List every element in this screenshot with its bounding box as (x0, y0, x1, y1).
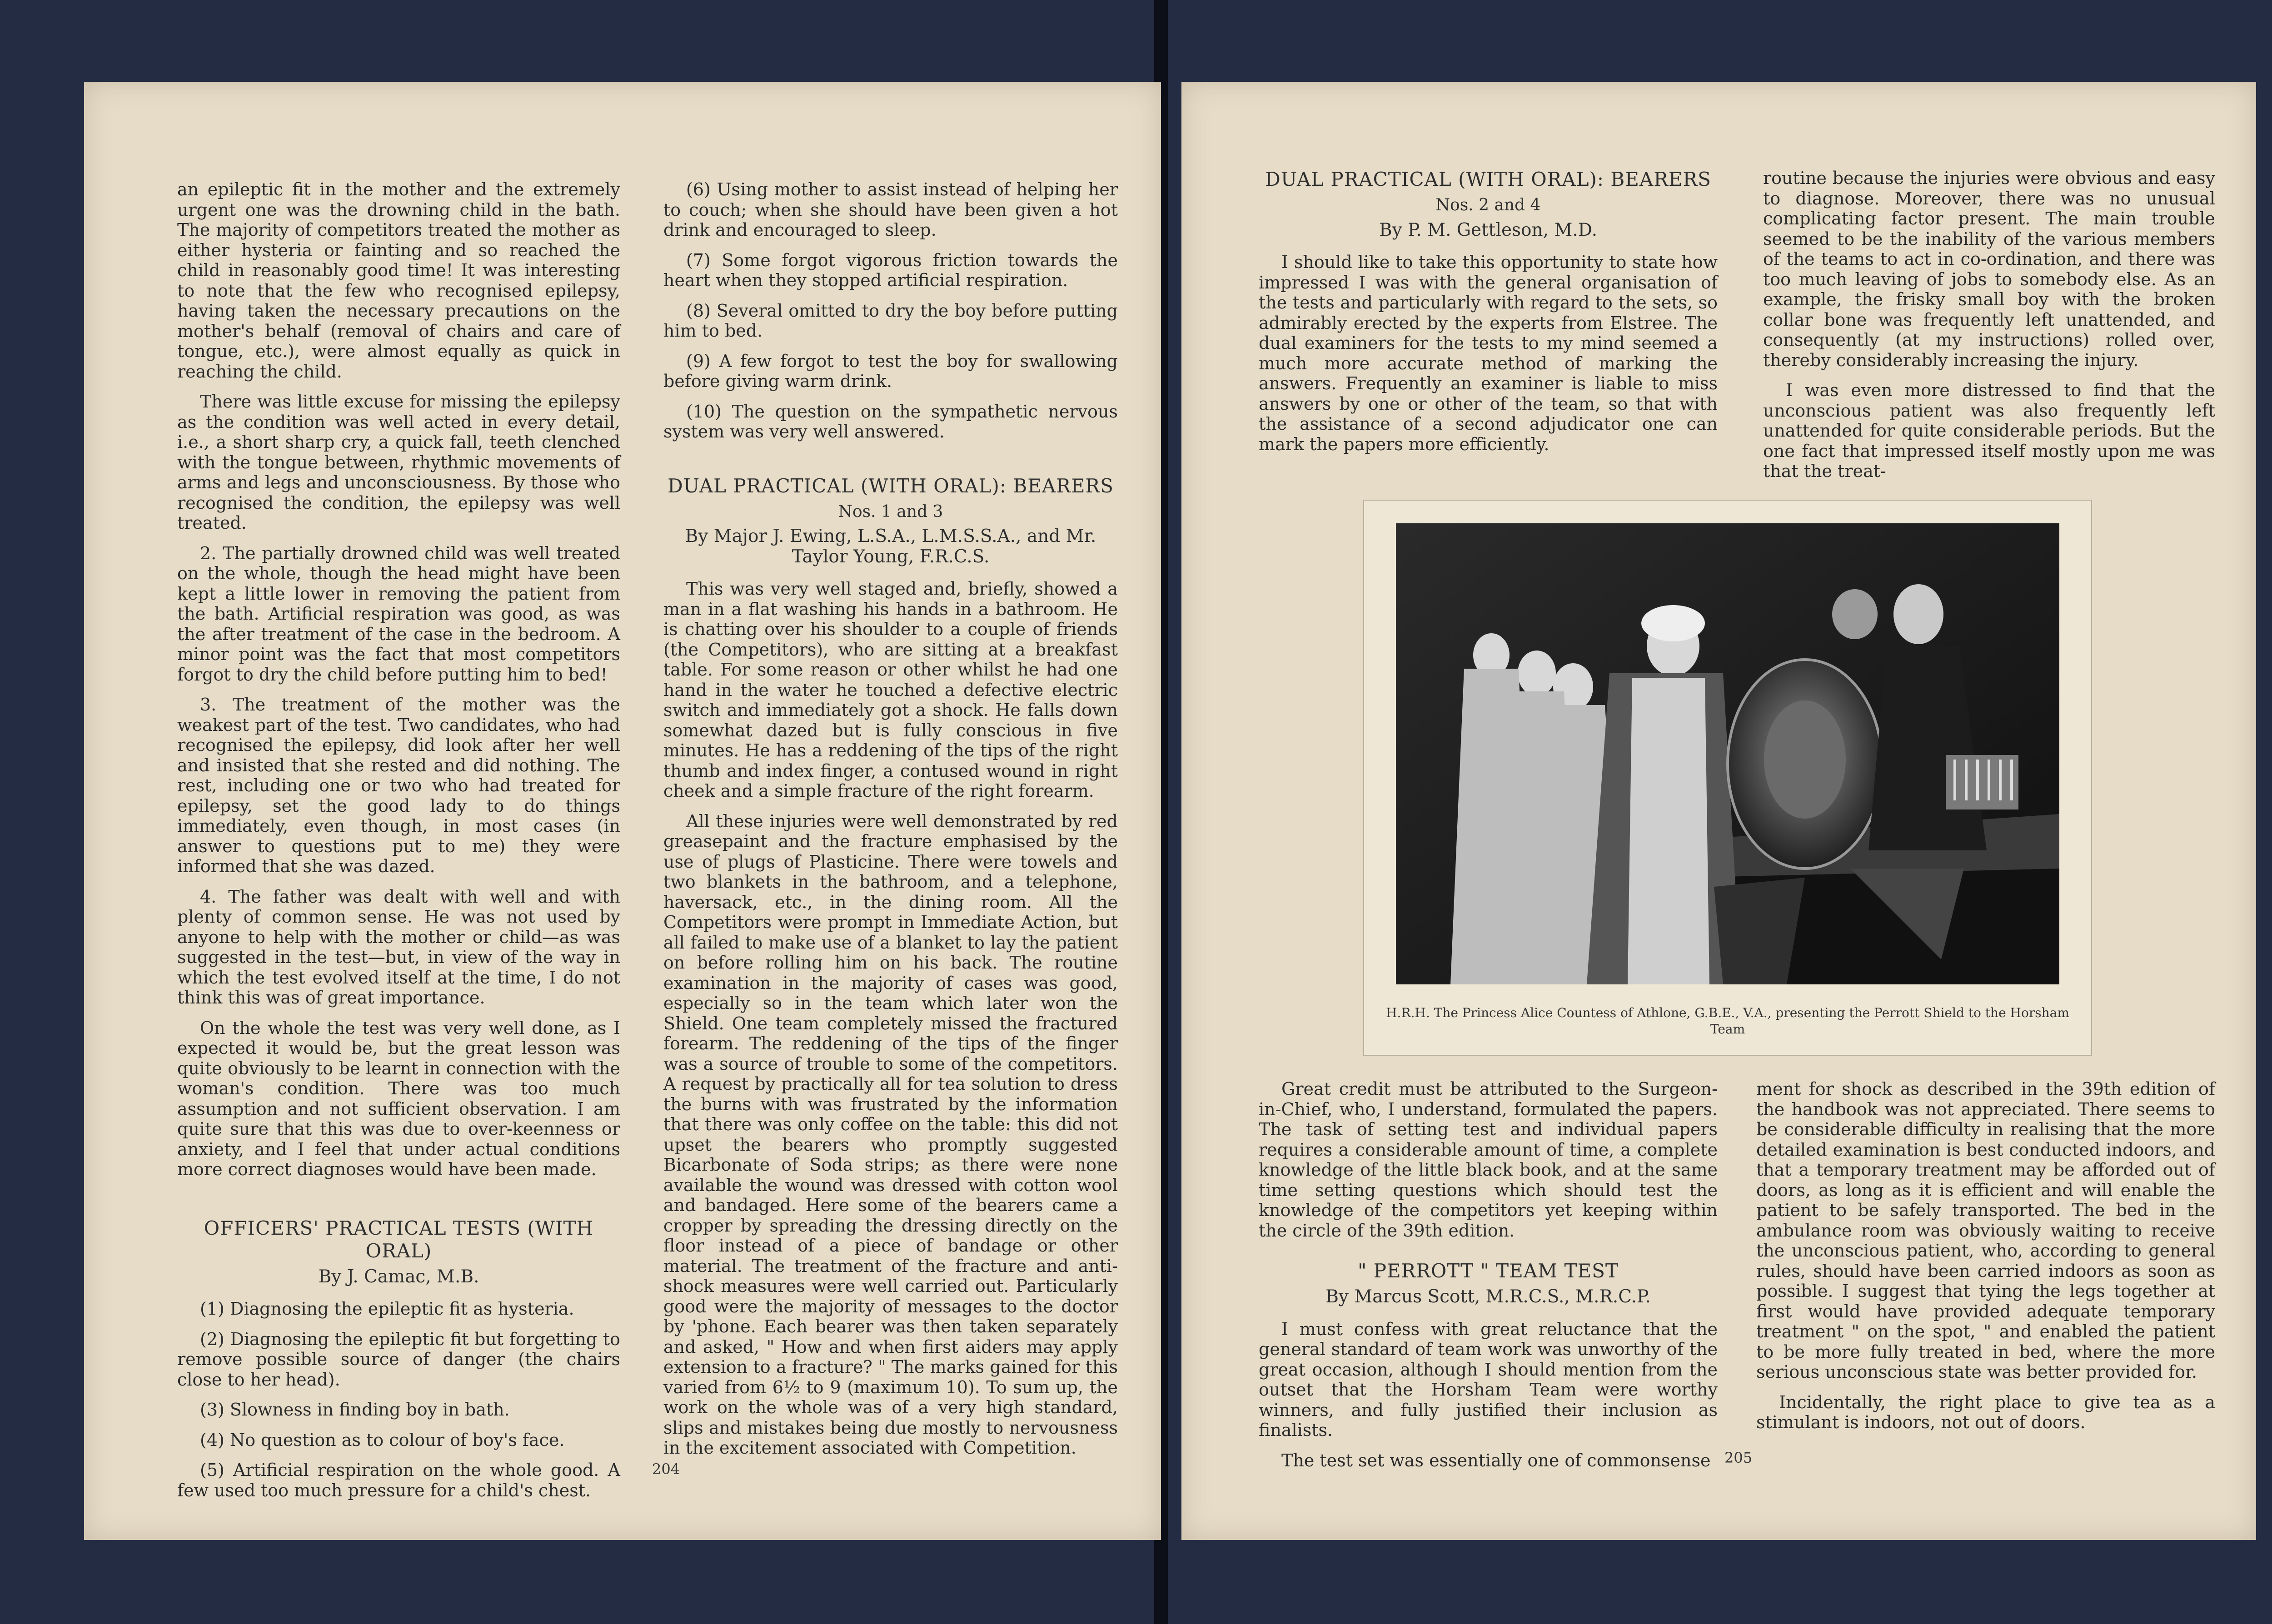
paragraph: I should like to take this opportunity to state how impressed I was with the general organisation of the tests and particularly with regard to the sets, so admirably erected by the experts from Elstree. The dual examiners for the tests to my mind seemed a much more accurate method of marking the answers. Frequently an examiner is liable to miss answers by one or other of the team, so that with the assistance of a second adjudicator one can mark the papers more efficiently. (1259, 252, 1718, 454)
right-page-column-4 (1756, 1079, 2215, 1443)
left-page-column-2 (663, 179, 1118, 1468)
section-subheading: Nos. 1 and 3 (838, 502, 943, 521)
section-heading: " PERROTT " TEAM TEST (1358, 1260, 1619, 1282)
photograph (1396, 523, 2059, 984)
paragraph: 4. The father was dealt with well and with plenty of common sense. He was not used by anyone to help with the mother or child—as was suggested in the test—but, in view of the way in which the test evolved itself at the time, I do not think this was of great importance. (177, 886, 620, 1008)
byline: By J. Camac, M.B. (318, 1266, 479, 1287)
paragraph: This was very well staged and, briefly, showed a man in a flat washing his hands in a bathroom. He is chatting over his shoulder to a couple of friends (the Competitors), who are sitting at a breakfast table. For some reason or other whilst he had one hand in the water he touched a defective electric switch and immediately got a shock. He falls down somewhat dazed but is fully conscious in five minutes. He has a reddening of the tips of the right thumb and index finger, a contused wound in right cheek and a simple fracture of the right forearm. (663, 579, 1118, 801)
left-page-column-1 (177, 179, 620, 1510)
list-item: (9) A few forgot to test the boy for swallowing before giving warm drink. (663, 351, 1118, 391)
paragraph: Great credit must be attributed to the Surgeon-in-Chief, who, I understand, formulated the papers. The task of setting test and individual papers requires a considerable amount of time, a complete knowledge of the little black book, and at the same time setting questions which should test the knowledge of the competitors yet keeping within the circle of the 39th edition. (1259, 1079, 1718, 1241)
list-item: (8) Several omitted to dry the boy before putting him to bed. (663, 300, 1118, 341)
paragraph: an epileptic fit in the mother and the extremely urgent one was the drowning child in the bath. The majority of competitors treated the mother as either hysteria or fainting and so reached the child in reasonably good time! It was interesting to note that the few who recognised epilepsy, having taken the necessary precautions on the mother's behalf (removal of chairs and care of tongue, etc.), were almost equally as quick in reaching the child. (177, 179, 620, 382)
right-page-column-2 (1763, 168, 2215, 492)
paragraph: All these injuries were well demonstrated by red greasepaint and the fracture emphasised by the use of plugs of Plasticine. There were towels and two blankets in the bathroom, and a telephone, haversack, etc., in the dining room. All the Competitors were prompt in Immediate Action, but all failed to make use of a blanket to lay the patient on before rolling him on his back. The routine examination in the majority of cases was good, especially so in the team which later won the Shield. One team completely missed the fractured forearm. The reddening of the tips of the finger was a source of trouble to some of the competitors. A request by practically all for tea solution to dress the burns with was frustrated by the information that there was only coffee on the table: this did not upset the bearers who promptly suggested Bicarbonate of Soda strips; as there were none available the wound was dressed with cotton wool and bandaged. Here some of the bearers came a cropper by spreading the dressing directly on the floor instead of a piece of bandage or other material. The treatment of the fracture and anti-shock measures were well carried out. Particularly good were the majority of messages to the doctor by 'phone. Each bearer was then taken separately and asked, " How and when first aiders may apply extension to a fracture? " The marks gained for this varied from 6½ to 9 (maximum 10). To sum up, the work on the whole was of a very high standard, slips and mistakes being due mostly to nervousness in the excitement associated with Competition. (663, 811, 1118, 1458)
right-page-column-3 (1259, 1079, 1718, 1480)
paragraph: ment for shock as described in the 39th edition of the handbook was not appreciated. There seems to be considerable difficulty in realising that the more detailed examination is best conducted indoors, and that a temporary treatment may be afforded out of doors, as long as it is efficient and will enable the patient to be safely transported. The bed in the ambulance room was obviously waiting to receive the unconscious patient, who, according to general rules, should have been carried indoors as soon as possible. I suggest that tying the legs together at first would have provided adequate temporary treatment " on the spot, " and enabled the patient to be more fully treated in bed, where the more serious unconscious state was better provided for. (1756, 1079, 2215, 1382)
byline: By Major J. Ewing, L.S.A., L.M.S.S.A., and Mr. Taylor Young, F.R.C.S. (685, 526, 1096, 567)
byline: By Marcus Scott, M.R.C.S., M.R.C.P. (1325, 1286, 1651, 1307)
section-heading: OFFICERS' PRACTICAL TESTS (WITH ORAL) (204, 1217, 594, 1262)
paragraph: 3. The treatment of the mother was the weakest part of the test. Two candidates, who had recognised the epilepsy, did look after her well and insisted that she rested and did nothing. The rest, including one or two who had treated for epilepsy, set the good lady to do things immediately, even though, in most cases (in answer to questions put to me) they were informed that she was dazed. (177, 695, 620, 876)
section-heading: DUAL PRACTICAL (WITH ORAL): BEARERS (668, 474, 1114, 497)
list-item: (10) The question on the sympathetic nervous system was very well answered. (663, 401, 1118, 442)
list-item: (5) Artificial respiration on the whole good. A few used too much pressure for a child's chest. (177, 1460, 620, 1500)
paragraph: On the whole the test was very well done, as I expected it would be, but the great lesson was quite obviously to be learnt in connection with the woman's condition. There was too much assumption and not sufficient observation. I am quite sure that this was due to over-keenness or anxiety, and I feel that under actual conditions more correct diagnoses would have been made. (177, 1018, 620, 1179)
paragraph: routine because the injuries were obvious and easy to diagnose. Moreover, there was no unusual complicating factor present. The main trouble seemed to be the inability of the various members of the teams to act in co-ordination, and there was too much leaving of jobs to somebody else. As an example, the frisky small boy with the broken collar bone was frequently left unattended, and consequently (at my instructions) rolled over, thereby considerably increasing the injury. (1763, 168, 2215, 370)
section-subheading: Nos. 2 and 4 (1435, 196, 1541, 214)
list-item: (4) No question as to colour of boy's face. (200, 1430, 565, 1450)
list-item: (1) Diagnosing the epileptic fit as hysteria. (200, 1299, 574, 1319)
photograph-image (1396, 523, 2059, 984)
byline: By P. M. Gettleson, M.D. (1379, 219, 1598, 240)
list-item: (3) Slowness in finding boy in bath. (200, 1400, 510, 1420)
section-heading: DUAL PRACTICAL (WITH ORAL): BEARERS (1265, 168, 1711, 190)
photo-caption: H.R.H. The Princess Alice Countess of Athlone, G.B.E., V.A., presenting the Perrott Shield to the Horsham Team (1386, 1005, 2069, 1037)
paragraph: There was little excuse for missing the epilepsy as the condition was well acted in every detail, i.e., a short sharp cry, a quick fall, teeth clenched with the tongue between, rhythmic movements of arms and legs and unconsciousness. By those who recognised the condition, the epilepsy was well treated. (177, 392, 620, 533)
right-page-column-1 (1259, 168, 1718, 464)
page-number: 205 (1724, 1449, 1753, 1466)
photograph-frame (1363, 500, 2092, 1056)
list-item: (6) Using mother to assist instead of helping her to couch; when she should have been given a hot drink and encouraged to sleep. (663, 179, 1118, 240)
paragraph: 2. The partially drowned child was well treated on the whole, though the head might have been kept a little lower in removing the patient from the bath. Artificial respiration was good, as was the after treatment of the case in the bedroom. A minor point was the fact that most competitors forgot to dry the child before putting him to bed! (177, 543, 620, 685)
paragraph: I was even more distressed to find that the unconscious patient was also frequently left unattended for quite considerable periods. But the one fact that impressed itself mostly upon me was that the treat- (1763, 380, 2215, 481)
list-item: (2) Diagnosing the epileptic fit but forgetting to remove possible source of danger (the chairs close to her head). (177, 1329, 620, 1390)
list-item: (7) Some forgot vigorous friction towards the heart when they stopped artificial respiration. (663, 250, 1118, 290)
paragraph: The test set was essentially one of commonsense (1281, 1450, 1711, 1470)
page-number: 204 (652, 1460, 680, 1478)
paragraph: I must confess with great reluctance that the general standard of team work was unworthy of the great occasion, although I should mention from the outset that the Horsham Team were worthy winners, and fully justified their inclusion as finalists. (1259, 1319, 1718, 1440)
paragraph: Incidentally, the right place to give tea as a stimulant is indoors, not out of doors. (1756, 1392, 2215, 1432)
